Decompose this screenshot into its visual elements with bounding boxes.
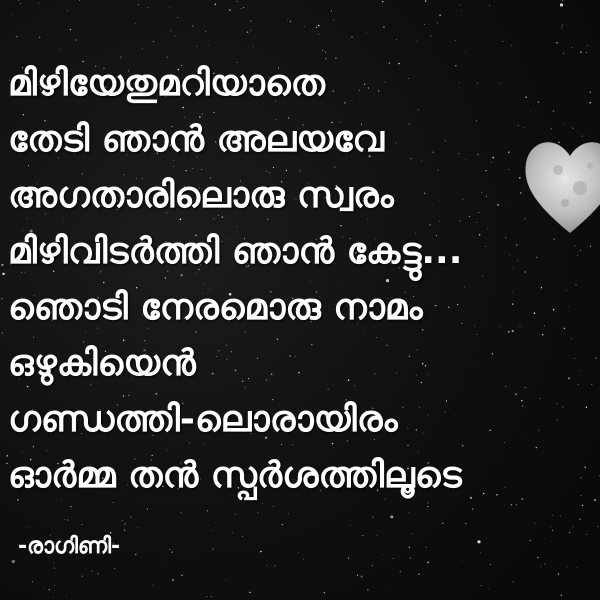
star: [561, 27, 562, 28]
star: [147, 7, 148, 8]
star: [124, 523, 125, 524]
star: [393, 558, 394, 559]
star: [316, 27, 317, 28]
star: [586, 534, 587, 535]
star: [424, 24, 425, 25]
star: [322, 50, 323, 51]
star: [114, 568, 115, 569]
star: [331, 10, 332, 11]
star: [490, 564, 491, 565]
star: [541, 567, 542, 568]
star: [138, 4, 139, 5]
star: [12, 560, 15, 563]
poem-line: മിഴിവിടർത്തി ഞാൻ കേട്ടു...: [8, 231, 463, 272]
star: [582, 505, 584, 507]
star: [196, 46, 197, 47]
star: [580, 51, 582, 53]
star: [409, 547, 410, 548]
star: [237, 1, 238, 2]
star: [530, 540, 531, 541]
star: [250, 29, 251, 30]
star: [53, 562, 54, 563]
star: [60, 49, 61, 50]
star: [38, 2, 39, 3]
star: [462, 561, 463, 562]
star: [409, 512, 410, 513]
star: [472, 509, 473, 510]
star: [169, 7, 170, 8]
star: [565, 518, 566, 519]
star: [2, 304, 3, 305]
star: [75, 39, 77, 41]
poem-line: ഗണ്ഡത്തി-ലൊരായിരം: [8, 399, 398, 440]
star: [417, 41, 418, 42]
star: [551, 526, 552, 527]
star: [70, 506, 71, 507]
star: [211, 596, 212, 597]
star: [351, 36, 352, 37]
star: [257, 512, 258, 513]
star: [250, 21, 251, 22]
star: [53, 597, 54, 598]
star: [1, 298, 2, 299]
star: [152, 585, 153, 586]
star: [20, 3, 21, 4]
star: [586, 52, 587, 53]
star: [442, 523, 443, 524]
star: [54, 585, 55, 586]
star: [516, 504, 517, 505]
star: [372, 517, 373, 518]
star: [207, 510, 209, 512]
star: [67, 519, 68, 520]
star: [70, 29, 71, 30]
star: [153, 41, 154, 42]
star: [170, 30, 171, 31]
star: [461, 10, 462, 11]
star: [32, 581, 33, 582]
star: [211, 530, 212, 531]
star: [561, 594, 562, 595]
star: [382, 1, 383, 2]
star: [192, 25, 193, 26]
star: [350, 525, 351, 526]
star: [304, 26, 305, 27]
star: [544, 564, 545, 565]
star: [361, 575, 363, 577]
star: [427, 564, 428, 565]
star: [587, 45, 588, 46]
star: [241, 8, 242, 9]
star: [566, 566, 567, 567]
star: [81, 524, 82, 525]
star: [387, 590, 388, 591]
star: [273, 506, 274, 507]
star: [512, 581, 513, 582]
star: [439, 15, 440, 16]
star: [235, 514, 236, 515]
star: [208, 45, 209, 46]
star: [459, 5, 460, 6]
star: [66, 596, 67, 597]
star: [82, 576, 83, 577]
star: [465, 523, 466, 524]
star: [79, 0, 80, 1]
star: [215, 522, 216, 523]
star: [181, 512, 182, 513]
star: [169, 549, 170, 550]
star: [172, 552, 173, 553]
star: [147, 509, 148, 510]
star: [181, 575, 183, 577]
star: [274, 565, 275, 566]
star: [205, 31, 206, 32]
poem-line: മിഴിയേതുമറിയാതെ: [8, 63, 325, 104]
star: [290, 21, 291, 22]
star: [502, 41, 503, 42]
star: [16, 36, 17, 37]
star: [372, 565, 373, 566]
star: [225, 580, 226, 581]
star: [2, 332, 4, 334]
poem-line: തേടി ഞാൻ അലയവേ: [8, 119, 384, 160]
star: [580, 519, 581, 520]
star: [247, 31, 249, 33]
star: [428, 24, 429, 25]
star: [489, 589, 490, 590]
star: [229, 9, 230, 10]
star: [537, 557, 539, 559]
star: [298, 552, 299, 553]
star: [400, 571, 401, 572]
star: [164, 562, 165, 563]
star: [560, 3, 563, 6]
star: [206, 596, 208, 598]
star: [64, 519, 65, 520]
star: [367, 33, 368, 34]
star: [489, 5, 490, 6]
star: [425, 0, 426, 1]
star: [67, 10, 68, 11]
star: [266, 565, 267, 566]
star: [348, 558, 349, 559]
star: [215, 4, 216, 5]
star: [11, 14, 12, 15]
star: [534, 523, 535, 524]
star: [91, 570, 93, 572]
star: [511, 45, 512, 46]
star: [325, 52, 326, 53]
star: [560, 515, 561, 516]
star: [177, 17, 178, 18]
star: [465, 52, 466, 53]
star: [135, 554, 136, 555]
star: [562, 25, 563, 26]
star: [477, 540, 480, 543]
star: [287, 19, 288, 20]
poem-line: ഞൊടി നേരമൊരു നാമം: [8, 287, 423, 328]
star: [573, 527, 574, 528]
star: [318, 25, 319, 26]
star: [243, 7, 244, 8]
star: [135, 23, 136, 24]
star: [597, 526, 598, 527]
star: [122, 520, 123, 521]
poem-text: [8, 56, 600, 504]
poem-line: അഗതാരിലൊരു സ്വരം: [8, 175, 394, 216]
star: [54, 567, 56, 569]
star: [133, 14, 134, 15]
star: [569, 532, 570, 533]
star: [411, 41, 412, 42]
star: [437, 23, 438, 24]
star: [2, 273, 5, 276]
star: [382, 554, 383, 555]
star: [576, 567, 577, 568]
star: [544, 538, 545, 539]
star: [427, 506, 428, 507]
star: [288, 513, 289, 514]
star: [18, 0, 19, 1]
star: [418, 574, 419, 575]
poem-line: ഓർമ്മ തൻ സ്പർശത്തിലൂടെ: [8, 455, 462, 496]
star: [43, 587, 44, 588]
star: [362, 535, 363, 536]
star: [357, 575, 358, 576]
star: [130, 517, 131, 518]
star: [552, 530, 553, 531]
star: [238, 43, 239, 44]
star: [367, 589, 368, 590]
star: [27, 527, 28, 528]
star: [427, 562, 429, 564]
star: [1, 264, 3, 266]
star: [303, 559, 304, 560]
star: [137, 527, 138, 528]
star: [49, 589, 50, 590]
star: [212, 549, 213, 550]
star: [552, 515, 553, 516]
star: [232, 532, 233, 533]
star: [426, 547, 427, 548]
star: [480, 585, 481, 586]
star: [377, 535, 378, 536]
star: [390, 515, 393, 518]
star: [39, 37, 40, 38]
star: [430, 36, 431, 37]
star: [562, 0, 564, 1]
star: [249, 592, 250, 593]
star: [411, 534, 412, 535]
star: [410, 558, 411, 559]
star: [260, 551, 261, 552]
star: [124, 530, 125, 531]
star: [242, 536, 243, 537]
star: [396, 39, 397, 40]
star: [334, 20, 335, 21]
star: [98, 573, 99, 574]
poem-line: ഒഴുകിയെൻ: [8, 343, 196, 384]
star: [142, 48, 143, 49]
star: [558, 573, 559, 574]
star: [383, 26, 384, 27]
star: [282, 524, 283, 525]
star: [172, 579, 173, 580]
star: [318, 34, 319, 35]
star: [556, 42, 557, 43]
author-signature: -രാഗിണി-: [18, 534, 121, 559]
star: [563, 53, 564, 54]
star: [174, 35, 175, 36]
star: [552, 566, 553, 567]
star: [324, 592, 325, 593]
star: [571, 47, 572, 48]
star: [455, 40, 456, 41]
star: [253, 46, 254, 47]
star: [511, 504, 512, 505]
star: [480, 552, 481, 553]
